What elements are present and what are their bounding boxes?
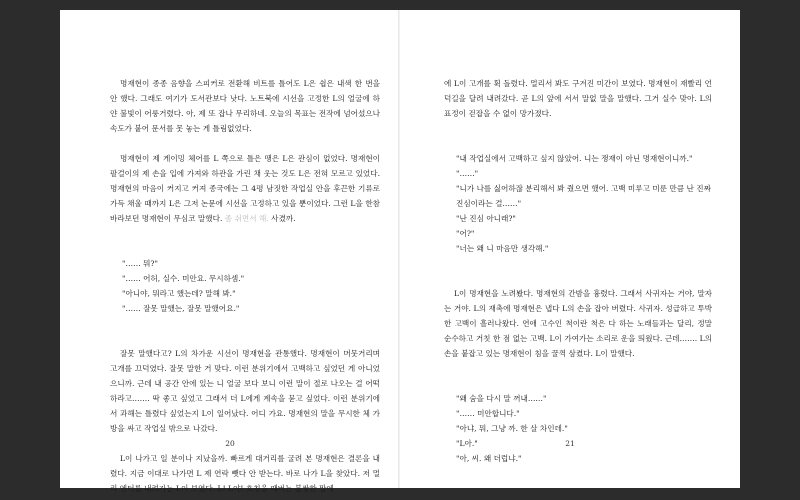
dialogue-line: "니가 나를 싫어하잖 분리해서 봐 줬으면 했어. 고백 미루고 미룬 만큼 난 진짜 진심이라는 걸……" (456, 184, 711, 208)
body-paragraph (444, 76, 712, 121)
dialogue-line: "난 진심 아니래?" (456, 214, 516, 223)
right-page-text (444, 76, 712, 466)
dialogue-line: "아냐, 뭐, 그냥 까. 한 살 차인데." (456, 424, 568, 433)
body-paragraph (110, 76, 380, 136)
dialogue-line: "…… 어허, 실수. 미안요. 무시하셈." (122, 274, 245, 283)
paragraph-text: 명재현이 종종 음향을 스피커로 전환해 비트를 틀어도 L은 쉽은 내색 한 번을 안 했다. 그래도 여기가 도서관보다 낫다. 노트북에 시선을 고정한 L의 얼굴에 하얀 불빛이 어룽거렸다. 아, 제 또 잡나 무리하네. 오늘의 목표는 전작에 넘어섰으나 속도가 붙어 문서를 못 놓는 게 틀림없었다. (110, 79, 380, 133)
page-number-right: 21 (565, 439, 575, 448)
paragraph-text: 명재현이 제 게이밍 체어를 L 쪽으로 틀은 땡은 L은 관심이 없었다. 명재현이 팔걸이의 제 손을 입에 가져와 하관을 가린 채 웃는 것도 L은 전혀 모르고 있었다. 명재현의 마음이 커지고 커져 종국에는 그 4평 남짓한 작업실 안을 후끈한 기류로 가득 채울 때까지 L은 그저 논문에 시선을 고정하고 있을 뿐이었다. 그런 L을 한참 바라보던 명재현이 무심코 말했다. (110, 154, 380, 223)
paragraph-text: 잘못 말했다고? L의 차가운 시선이 명재현을 관통했다. 명재현이 머뭇거리며 고개를 끄덕였다. 잘못 말한 거 맞다. 이런 분위기에서 고백하고 싶었던 게 아니었으니까. 근데 내 공간 안에 있는 니 얼굴 보다 보니 이런 말이 절로 나오는 걸 어떡하라고……. 딱 좋고 싶었고 그래서 더 L에게 계속을 묻고 싶었다. 이런 분위기에서 과해는 틀렸다 싶었는지 L이 일어났다. 어디 가요. 명재현의 말을 무시한 체 가방을 싸고 작업실 밖으로 나갔다. (110, 349, 380, 433)
paragraph-spacer (444, 256, 712, 286)
dialogue-line: "…… 잘못 말했는, 잘못 말했어요." (122, 304, 240, 313)
dialogue-line: "너는 왜 니 마음만 생각해." (456, 244, 549, 253)
dialogue-line: "아, 씨. 왜 더럽냐." (456, 454, 522, 463)
dialogue-line: "왜 숨을 다시 말 꺼내……" (456, 394, 547, 403)
paragraph-spacer (444, 361, 712, 391)
paragraph-spacer (110, 316, 380, 346)
left-page-text (110, 76, 380, 496)
paragraph-text: L이 명재현을 노려봤다. 명재현의 간밤을 흉렸다. 그래서 사귀자는 거야, 말자는 거야. L의 재촉에 명재현은 냅다 L의 손을 잡아 버렸다. 사귀자. 성급하고 투박한 고백이 흘러나왔다. 연애 고수인 척이란 척은 다 하는 노래들과는 달리, 정말 순수하고 거칫 한 점 없는 고백. L이 가여가는 소리로 운을 띄웠다. 근데……. L의 손을 붙잡고 있는 명재현이 침을 꿀꺽 삼켰다. L이 말했다. (444, 289, 712, 358)
left-page (60, 10, 400, 493)
page-number-left: 20 (225, 439, 235, 448)
body-paragraph (110, 346, 380, 436)
dialogue-line: "L아." (456, 439, 478, 448)
dialogue-line: "……" (456, 169, 479, 178)
paragraph-tail: 사겼까. (271, 214, 296, 223)
dialogue-line: "…… 뭐?" (122, 259, 158, 268)
right-page (400, 10, 740, 488)
paragraph-spacer (444, 121, 712, 151)
paragraph-spacer (110, 226, 380, 256)
dialogue-line: "아니야, 뭐라고 했는데? 말해 봐." (122, 289, 236, 298)
body-paragraph (110, 451, 380, 496)
paragraph-spacer (110, 136, 380, 151)
paragraph-text: L이 나가고 일 분이나 지났을까. 빠르게 대거리를 굴려 본 명재현은 결론을 내렸다. 지금 이대로 나가면 L 제 연락 뺏다 안 받는다. 바로 나가 L을 찾았다. 저 멀리 엔터를 내려가는 L이 보였다. L! L야! 호칭을 때버는 불쌍한 말에 (110, 454, 380, 493)
dialogue-line: "어?" (456, 229, 475, 238)
paragraph-text: 에 L이 고개를 휙 돌렸다. 멀리서 봐도 구겨진 미간이 보였다. 명재현이 재빨리 언덕길을 달려 내려갔다. 곧 L의 앞에 서서 말없 말을 말했다. 그거 실수 맞아. L의 표정이 걷잡을 수 없이 망가졌다. (444, 79, 712, 118)
dialogue-line: "…… 미안합니다." (456, 409, 520, 418)
dialogue-line: "내 작업실에서 고백하고 싶지 않았어. 니는 쟁재이 아닌 명재현이니까." (456, 154, 693, 163)
body-paragraph (444, 286, 712, 361)
body-paragraph (110, 151, 380, 226)
faded-text: 좀 쉬면서 해. (224, 214, 269, 223)
